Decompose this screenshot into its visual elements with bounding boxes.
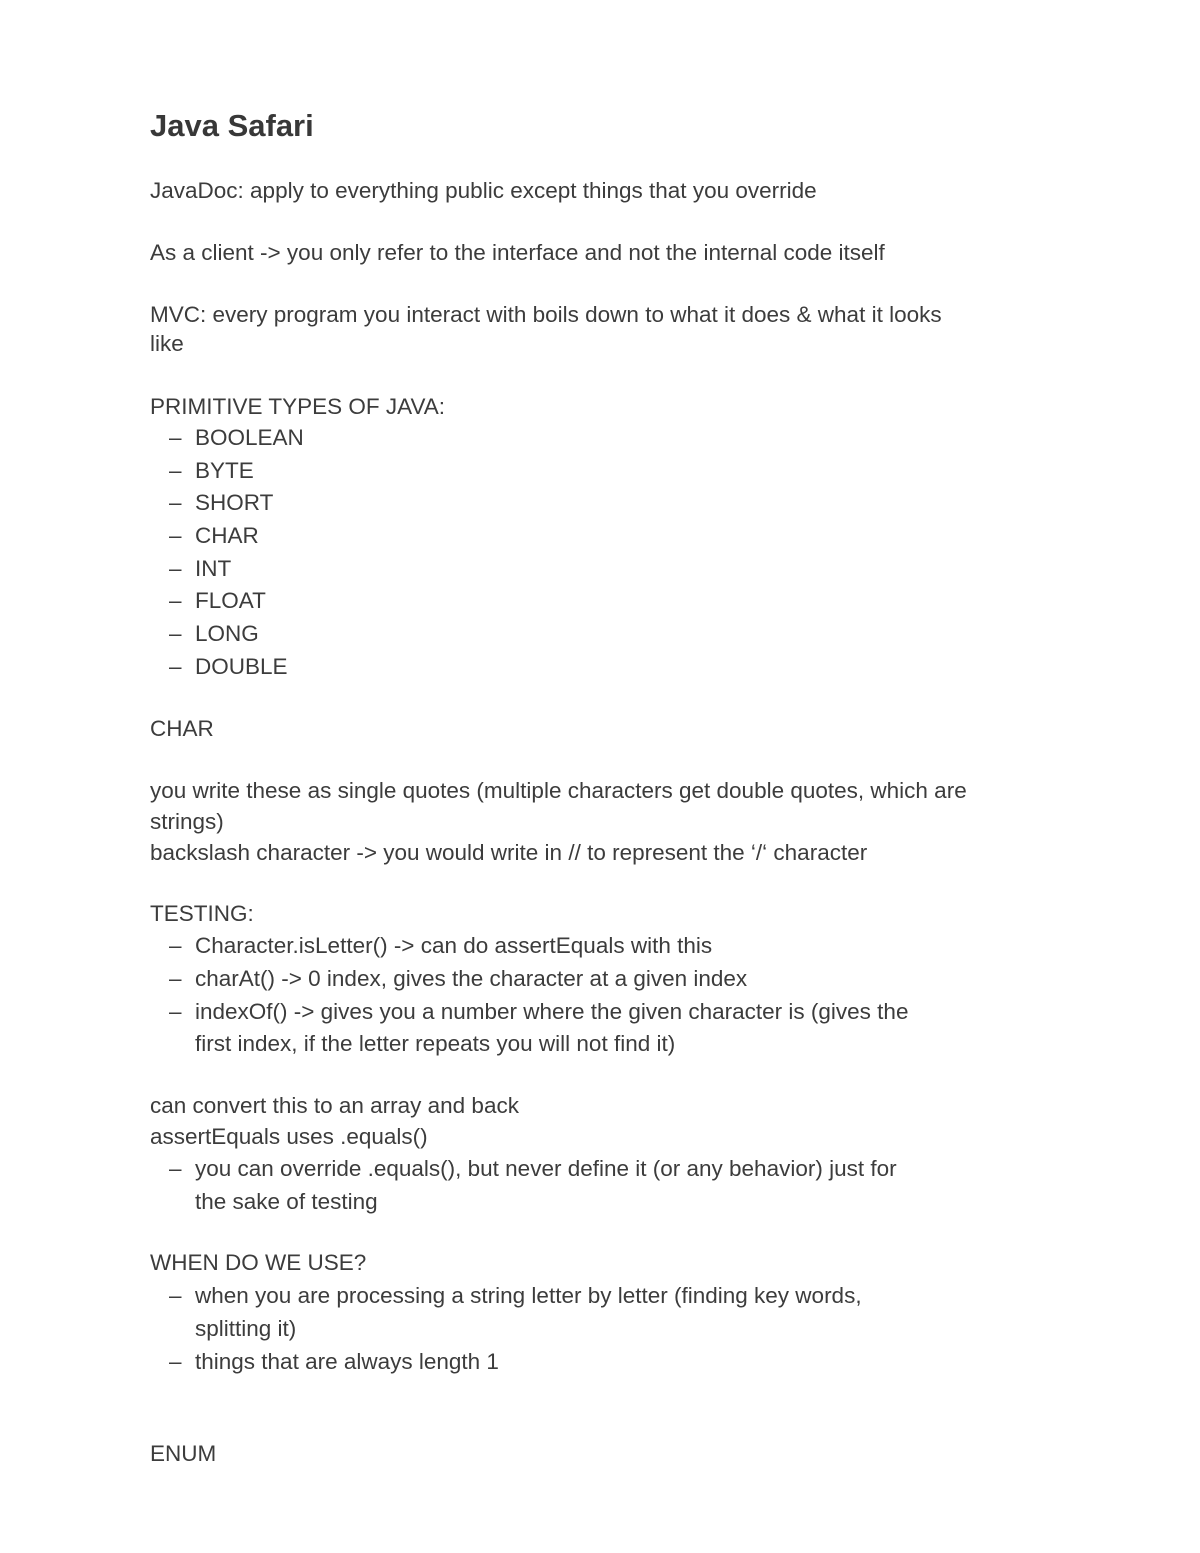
list-item-text: DOUBLE [195,654,288,679]
list-item-text-line-2: splitting it) [195,1316,297,1341]
mvc-note-line-1: MVC: every program you interact with boils down to what it does & what it looks [150,302,942,327]
char-description-line-1: you write these as single quotes (multiple characters get double quotes, which are [150,778,967,803]
list-item-text: BYTE [195,458,254,483]
char-description-line-2: strings) [150,809,224,834]
bullet-dash: – [169,1283,182,1308]
bullet-dash: – [169,588,182,613]
primitive-types-heading: PRIMITIVE TYPES OF JAVA: [150,394,446,419]
list-item-text-line-1: indexOf() -> gives you a number where the given character is (gives the [195,999,909,1024]
testing-heading: TESTING: [150,901,254,926]
bullet-dash: – [169,1156,182,1181]
list-item-text: BOOLEAN [195,425,304,450]
list-item-text-line-1: you can override .equals(), but never define it (or any behavior) just for [195,1156,897,1181]
mvc-note-line-2: like [150,331,184,356]
javadoc-note: JavaDoc: apply to everything public except things that you override [150,178,817,203]
char-heading: CHAR [150,716,214,741]
bullet-dash: – [169,999,182,1024]
list-item-text: charAt() -> 0 index, gives the character at a given index [195,966,748,991]
bullet-dash: – [169,425,182,450]
list-item-text-line-2: first index, if the letter repeats you will not find it) [195,1031,676,1056]
bullet-dash: – [169,490,182,515]
assert-equals-note: assertEquals uses .equals() [150,1124,428,1149]
list-item-text: SHORT [195,490,274,515]
bullet-dash: – [169,458,182,483]
list-item-text: FLOAT [195,588,266,613]
bullet-dash: – [169,966,182,991]
list-item-text: INT [195,556,232,581]
when-heading: WHEN DO WE USE? [150,1250,367,1275]
backslash-note: backslash character -> you would write in // to represent the ‘/‘ character [150,840,868,865]
list-item-text: CHAR [195,523,259,548]
list-item-text: Character.isLetter() -> can do assertEquals with this [195,933,713,958]
list-item-text: things that are always length 1 [195,1349,499,1374]
bullet-dash: – [169,654,182,679]
convert-note: can convert this to an array and back [150,1093,519,1118]
bullet-dash: – [169,523,182,548]
list-item-text-line-2: the sake of testing [195,1189,378,1214]
bullet-dash: – [169,556,182,581]
list-item-text: LONG [195,621,259,646]
bullet-dash: – [169,933,182,958]
enum-heading: ENUM [150,1441,217,1466]
page-title: Java Safari [150,108,314,143]
bullet-dash: – [169,621,182,646]
list-item-text-line-1: when you are processing a string letter by letter (finding key words, [195,1283,862,1308]
bullet-dash: – [169,1349,182,1374]
client-note: As a client -> you only refer to the interface and not the internal code itself [150,240,885,265]
